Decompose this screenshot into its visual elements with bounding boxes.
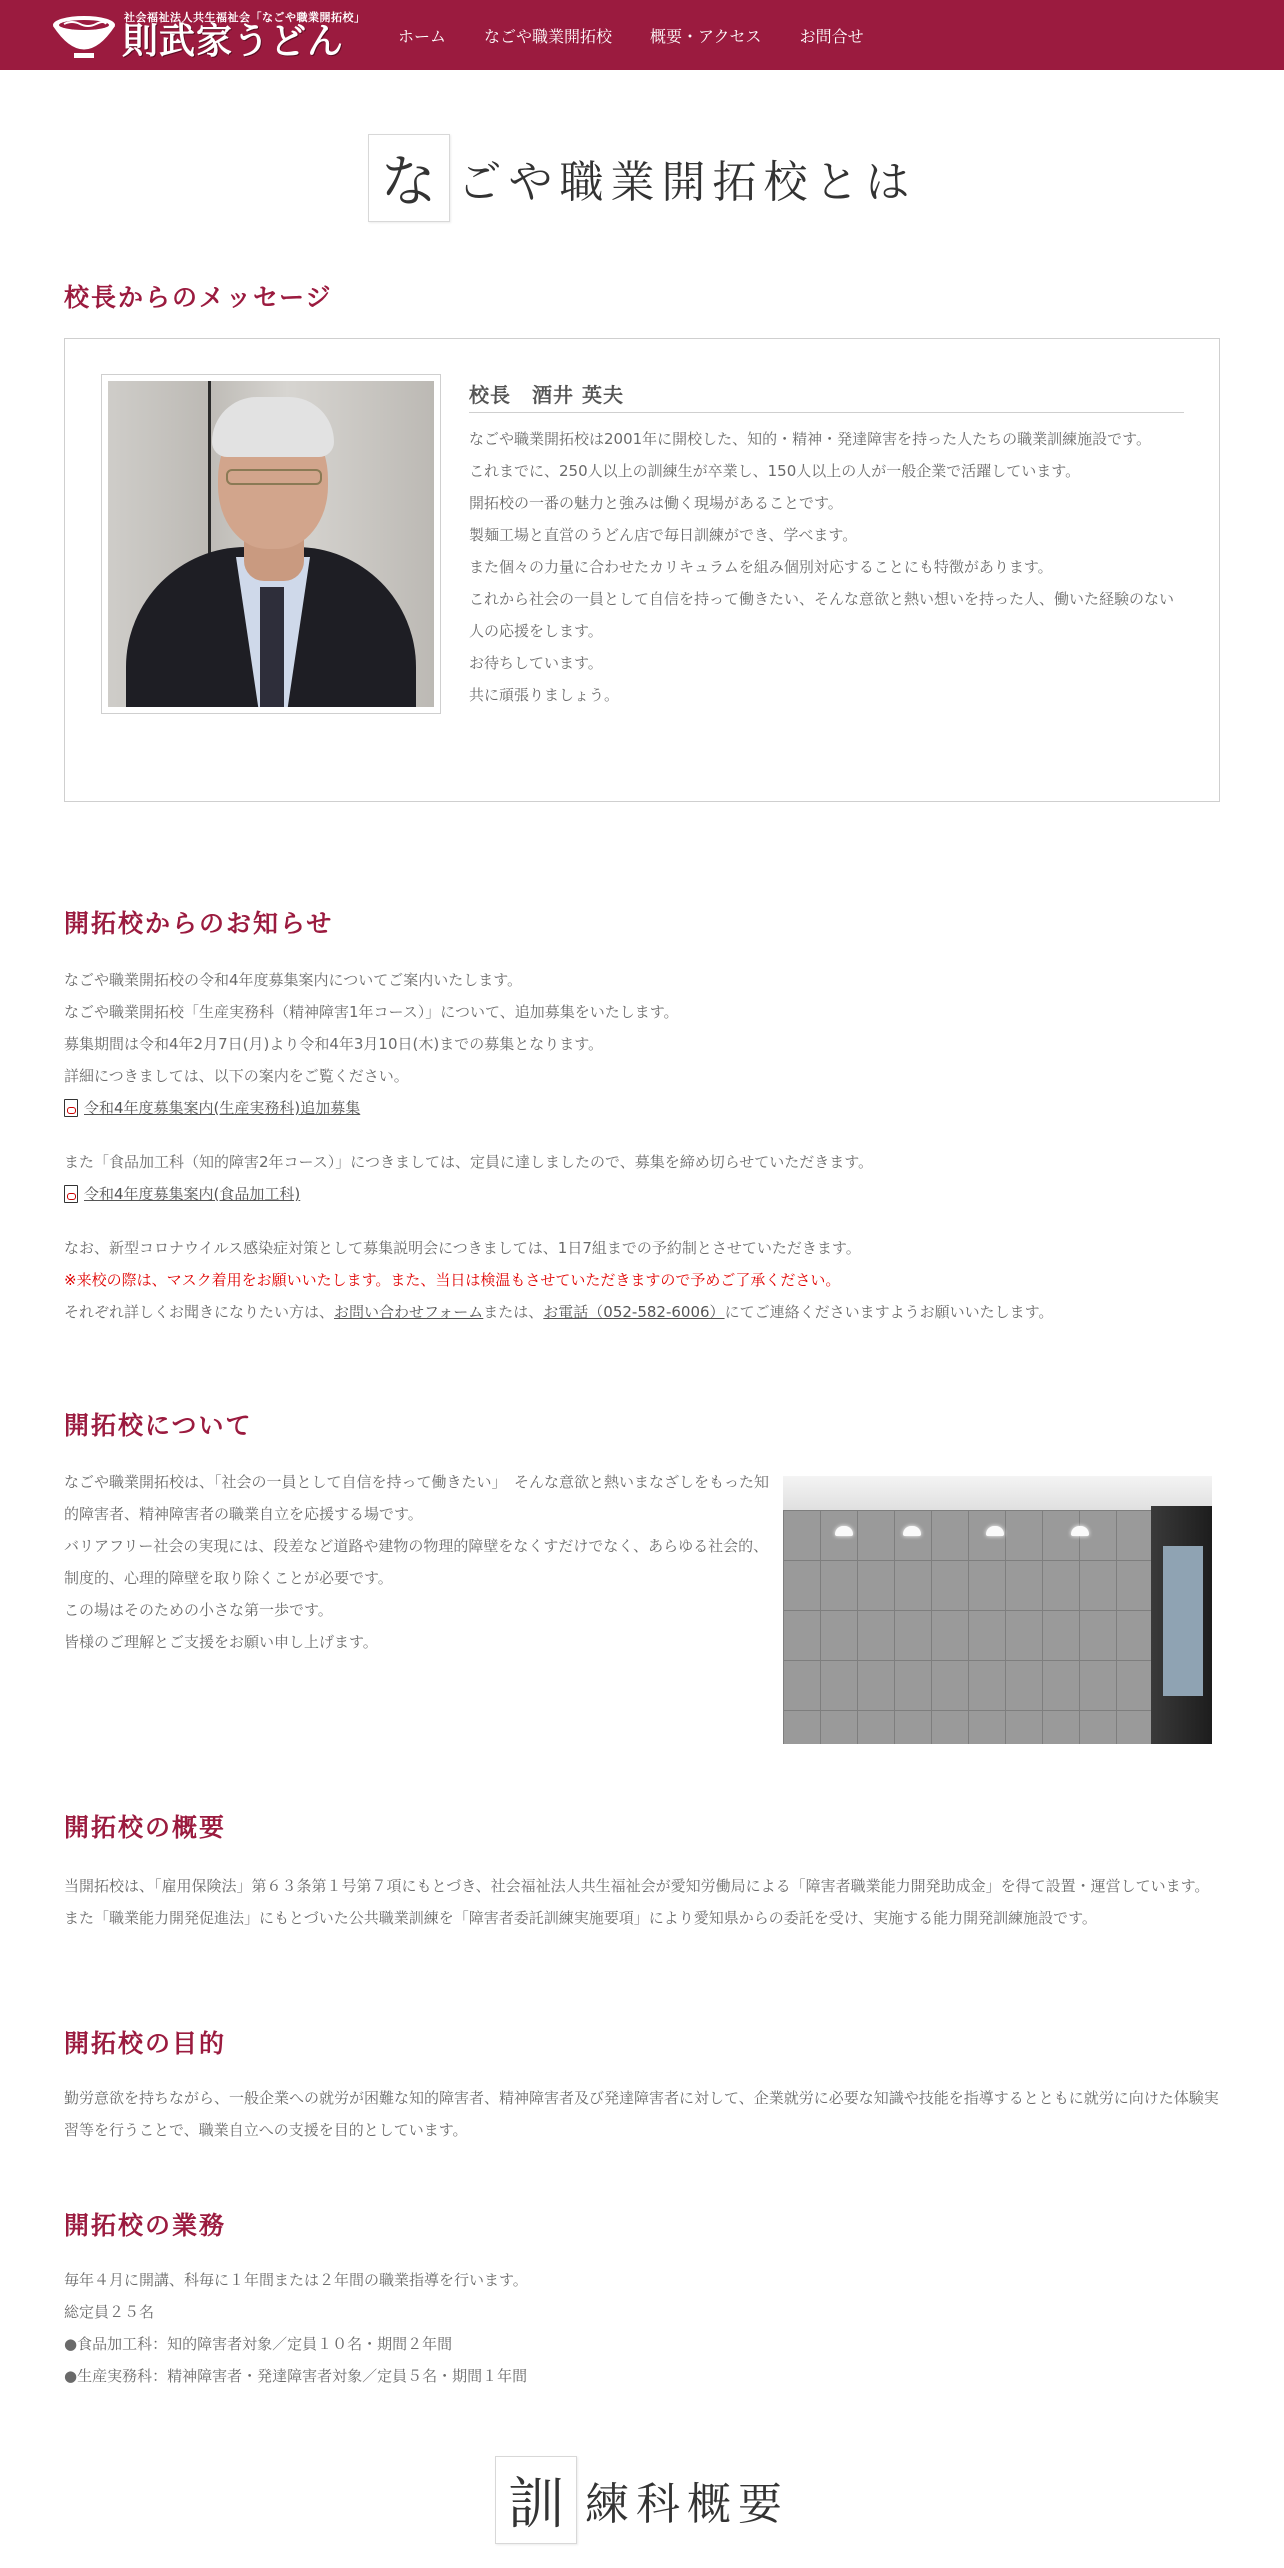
about-paragraph: バリアフリー社会の実現には、段差など道路や建物の物理的障壁をなくすだけでなく、あらゆる社会的、制度的、心理的障壁を取り除くことが必要です。 xyxy=(64,1537,769,1587)
pdf-file-icon xyxy=(64,1099,78,1117)
nav-school[interactable]: なごや職業開拓校 xyxy=(484,26,613,46)
notice-line: なごや職業開拓校の令和4年度募集案内についてご案内いたします。 xyxy=(64,971,523,989)
message-paragraph: 製麺工場と直営のうどん店で毎日訓練ができ、学べます。 xyxy=(469,526,858,544)
business-line: ●生産実務科：精神障害者・発達障害者対象／定員５名・期間１年間 xyxy=(64,2367,528,2385)
principal-message-box xyxy=(64,338,1220,802)
contact-mid-text: または、 xyxy=(483,1303,544,1321)
message-heading: 校長からのメッセージ xyxy=(64,283,333,312)
about-body xyxy=(64,1466,770,1658)
pdf-link-food[interactable] xyxy=(64,1178,1224,1210)
business-line: 毎年４月に開講、科毎に１年間または２年間の職業指導を行います。 xyxy=(64,2271,528,2289)
notice-line: なお、新型コロナウイルス感染症対策として募集説明会につきましては、1日7組までの予約制とさせていただきます。 xyxy=(64,1239,861,1257)
message-paragraph: また個々の力量に合わせたカリキュラムを組み個別対応することにも特徴があります。 xyxy=(469,558,1053,576)
contact-post-text: にてご連絡くださいますようお願いいたします。 xyxy=(724,1303,1054,1321)
message-paragraph: お待ちしています。 xyxy=(469,654,603,672)
nav-contact[interactable]: お問合せ xyxy=(799,26,864,46)
overview-heading: 開拓校の概要 xyxy=(64,1813,227,1842)
training-title-rest: 練科概要 xyxy=(585,2479,789,2530)
page-title xyxy=(0,134,1284,222)
site-logo[interactable] xyxy=(50,7,366,63)
business-body xyxy=(64,2264,1224,2392)
notice-line: また「食品加工科（知的障害2年コース）」につきましては、定員に達しましたので、募集を締め切らせていただきます。 xyxy=(64,1153,874,1171)
purpose-heading: 開拓校の目的 xyxy=(64,2029,227,2058)
page-title-first-char: な xyxy=(368,134,450,222)
contact-pre-text: それぞれ詳しくお聞きになりたい方は、 xyxy=(64,1303,335,1321)
logo-subtitle: 社会福祉法人共生福祉会「なごや職業開拓校」 xyxy=(124,11,366,24)
logo-wordmark: 則武家うどん xyxy=(122,21,345,62)
nav-home[interactable]: ホーム xyxy=(398,26,447,46)
notice-heading: 開拓校からのお知らせ xyxy=(64,909,334,938)
about-paragraph: この場はそのための小さな第一歩です。 xyxy=(64,1601,333,1619)
contact-form-link[interactable]: お問い合わせフォーム xyxy=(334,1303,484,1321)
training-title-first-char: 訓 xyxy=(495,2456,577,2544)
message-paragraph: これから社会の一員として自信を持って働きたい、そんな意欲と熱い想いを持った人、働いた経験のない人の応援をします。 xyxy=(469,590,1175,640)
notice-line: 詳細につきましては、以下の案内をご覧ください。 xyxy=(64,1067,409,1085)
site-header xyxy=(0,0,1284,70)
udon-bowl-icon xyxy=(50,9,118,61)
message-paragraph: なごや職業開拓校は2001年に開校した、知的・精神・発達障害を持った人たちの職業訓練施設です。 xyxy=(469,430,1151,448)
message-paragraph: これまでに、250人以上の訓練生が卒業し、150人以上の人が一般企業で活躍しています。 xyxy=(469,462,1081,480)
about-paragraph: 皆様のご理解とご支援をお願い申し上げます。 xyxy=(64,1633,378,1651)
overview-body xyxy=(64,1870,1224,1934)
notice-line: なごや職業開拓校「生産実務科（精神障害1年コース）」について、追加募集をいたします。 xyxy=(64,1003,679,1021)
nav-overview-access[interactable]: 概要・アクセス xyxy=(650,26,762,46)
business-line: ●食品加工科：知的障害者対象／定員１０名・期間２年間 xyxy=(64,2335,453,2353)
contact-phone-link[interactable]: お電話（052-582-6006） xyxy=(543,1303,725,1321)
notice-body xyxy=(64,964,1224,1328)
about-paragraph: なごや職業開拓校は、「社会の一員として自信を持って働きたい」 そんな意欲と熱いまなざしをもった知的障害者、精神障害者の職業自立を応援する場です。 xyxy=(64,1473,770,1523)
notice-line: 募集期間は令和4年2月7日(月)より令和4年3月10日(木)までの募集となります。 xyxy=(64,1035,604,1053)
overview-line: 当開拓校は、「雇用保険法」第６３条第１号第７項にもとづき、社会福祉法人共生福祉会が愛知労働局による「障害者職業能力開発助成金」を得て設置・運営しています。 xyxy=(64,1877,1210,1895)
pdf-link-food-label[interactable]: 令和4年度募集案内(食品加工科) xyxy=(84,1185,301,1203)
training-title xyxy=(0,2456,1284,2544)
business-heading: 開拓校の業務 xyxy=(64,2211,227,2240)
pdf-file-icon xyxy=(64,1185,78,1203)
business-line: 総定員２５名 xyxy=(64,2303,155,2321)
main-nav xyxy=(398,0,902,70)
principal-photo xyxy=(101,374,441,714)
pdf-link-production-label[interactable]: 令和4年度募集案内(生産実務科)追加募集 xyxy=(84,1099,361,1117)
notice-alert-line: ※来校の際は、マスク着用をお願いいたします。また、当日は検温もさせていただきますので予めご了承ください。 xyxy=(64,1271,841,1289)
purpose-body xyxy=(64,2082,1224,2146)
principal-portrait-image xyxy=(108,381,434,707)
principal-name: 校長 酒井 英夫 xyxy=(469,379,1184,413)
principal-profile xyxy=(469,379,1184,711)
purpose-text: 勤労意欲を持ちながら、一般企業への就労が困難な知的障害者、精神障害者及び発達障害者に対して、企業就労に必要な知識や技能を指導するとともに就労に向けた体験実習等を行うことで、職業自立への支援を目的としています。 xyxy=(64,2089,1219,2139)
message-paragraph: 開拓校の一番の魅力と強みは働く現場があることです。 xyxy=(469,494,843,512)
school-building-photo xyxy=(783,1476,1212,1744)
message-paragraph: 共に頑張りましょう。 xyxy=(469,686,620,704)
notice-contact-line xyxy=(64,1296,1224,1328)
pdf-link-production[interactable] xyxy=(64,1092,1224,1124)
about-heading: 開拓校について xyxy=(64,1411,253,1440)
page-title-rest: ごや職業開拓校とは xyxy=(457,157,917,208)
overview-line: また「職業能力開発促進法」にもとづいた公共職業訓練を「障害者委託訓練実施要項」により愛知県からの委託を受け、実施する能力開発訓練施設です。 xyxy=(64,1909,1097,1927)
